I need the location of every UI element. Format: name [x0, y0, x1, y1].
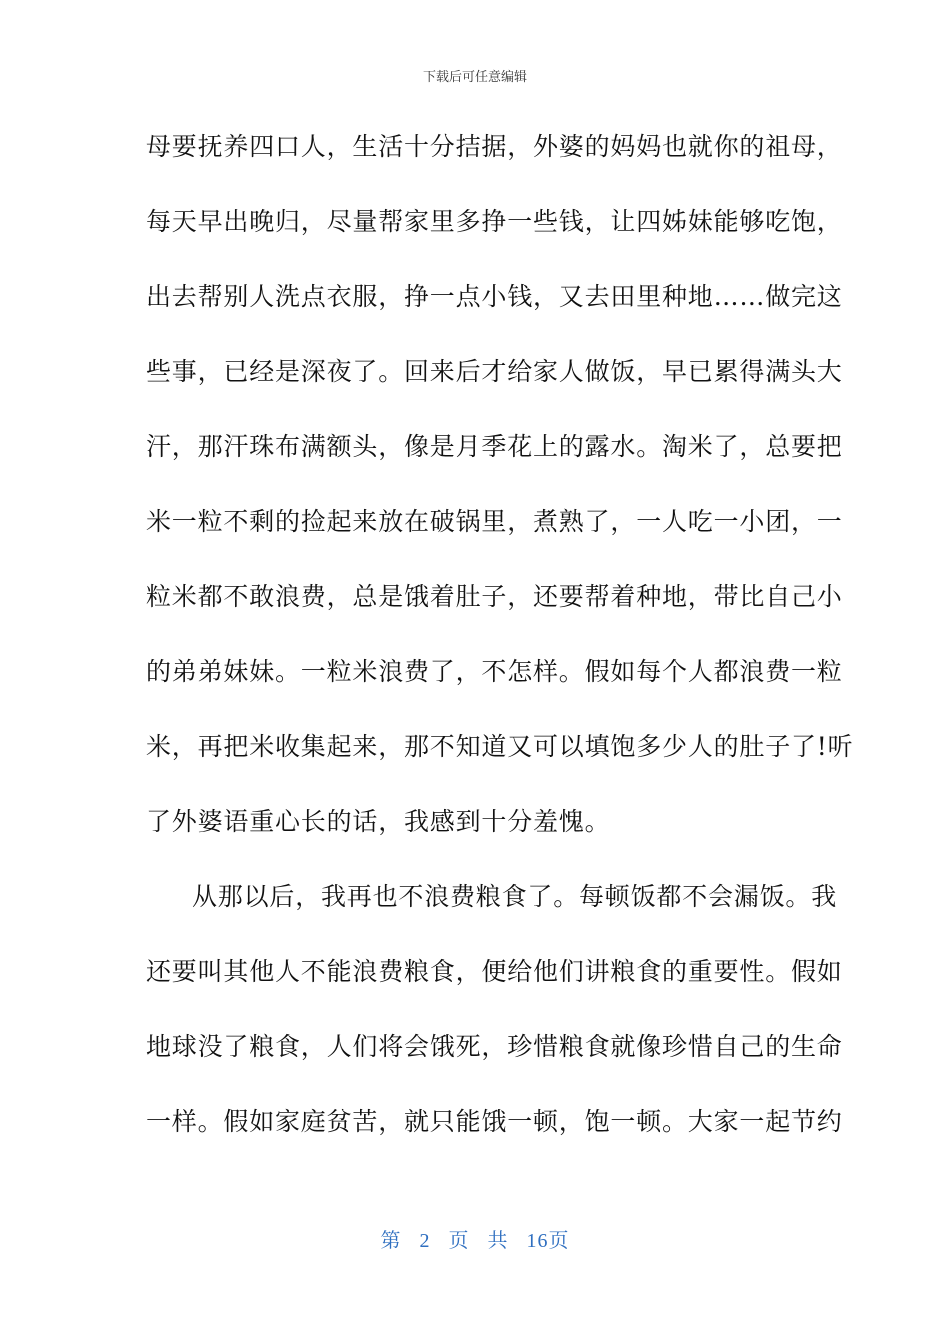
document-body: [146, 124, 854, 1174]
footer-current-page: 2: [419, 1230, 431, 1252]
text-line: 米一粒不剩的捡起来放在破锅里，煮熟了，一人吃一小团，一: [146, 507, 843, 536]
text-line: 的弟弟妹妹。一粒米浪费了，不怎样。假如每个人都浪费一粒: [146, 657, 843, 686]
page-footer: [0, 1224, 950, 1253]
text-line: 粒米都不敢浪费，总是饿着肚子，还要帮着种地，带比自己小: [146, 582, 843, 611]
text-line: 一样。假如家庭贫苦，就只能饿一顿，饱一顿。大家一起节约: [146, 1107, 843, 1136]
text-line: 米，再把米收集起来，那不知道又可以填饱多少人的肚子了!听: [146, 732, 854, 761]
text-line: 母要抚养四口人，生活十分拮据，外婆的妈妈也就你的祖母，: [146, 132, 843, 161]
text-line: 了外婆语重心长的话，我感到十分羞愧。: [146, 807, 611, 836]
paragraph-start-line: 从那以后，我再也不浪费粮食了。每顿饭都不会漏饭。我: [192, 882, 838, 911]
text-line: 些事，已经是深夜了。回来后才给家人做饭，早已累得满头大: [146, 357, 843, 386]
footer-total-pages: 16页: [526, 1230, 570, 1252]
footer-di: 第: [380, 1230, 402, 1252]
text-line: 汗，那汗珠布满额头，像是月季花上的露水。淘米了，总要把: [146, 432, 843, 461]
page-header: 下载后可任意编辑: [422, 70, 527, 85]
text-line: 出去帮别人洗点衣服，挣一点小钱，又去田里种地……做完这: [146, 282, 843, 311]
text-line: 每天早出晚归，尽量帮家里多挣一些钱，让四姊妹能够吃饱，: [146, 207, 843, 236]
text-line: 地球没了粮食，人们将会饿死，珍惜粮食就像珍惜自己的生命: [146, 1032, 843, 1061]
footer-ye: 页: [448, 1230, 470, 1252]
text-line: 还要叫其他人不能浪费粮食，便给他们讲粮食的重要性。假如: [146, 957, 843, 986]
footer-gong: 共: [487, 1230, 509, 1252]
